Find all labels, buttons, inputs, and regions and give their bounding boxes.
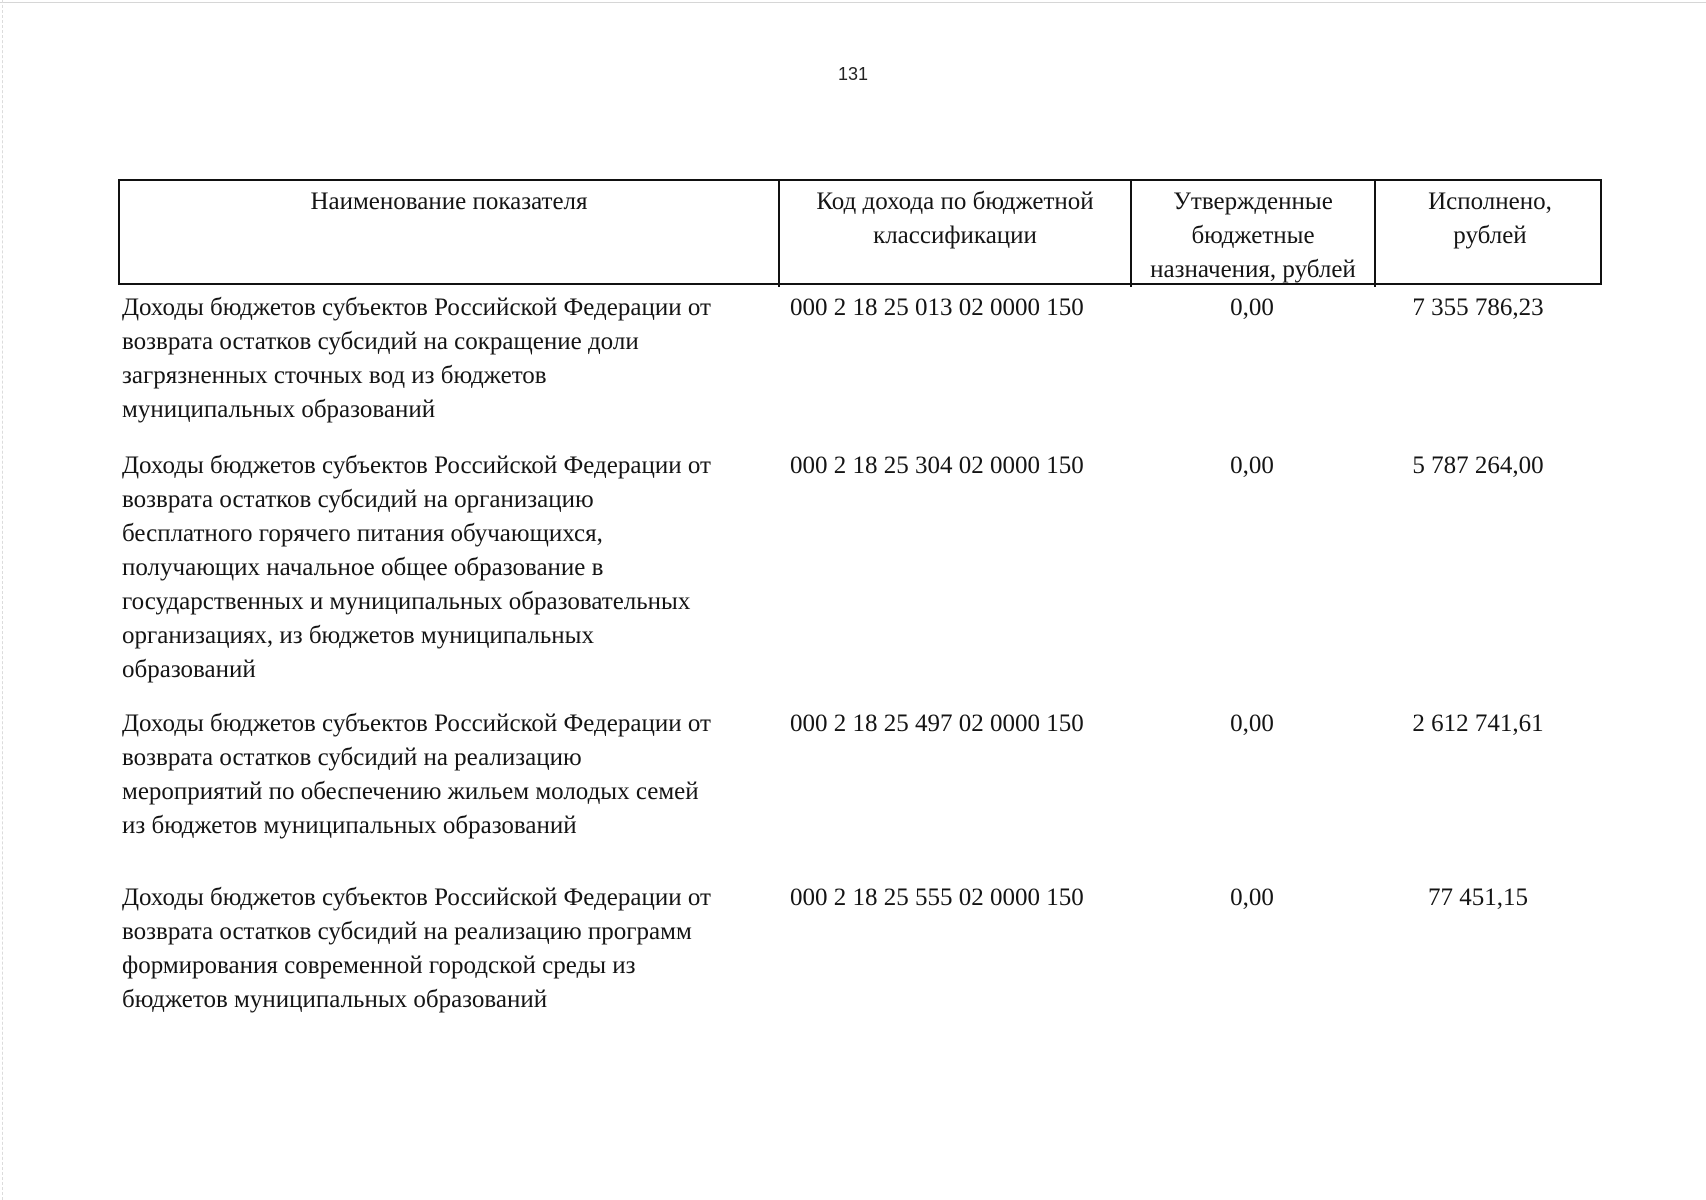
row-name: Доходы бюджетов субъектов Российской Федерации от возврата остатков субсидий на сокращение доли загрязненных сточных вод из бюджетов муниципальных образований — [122, 294, 711, 423]
row-approved: 0,00 — [1230, 710, 1274, 737]
table-header — [118, 179, 1602, 285]
row-approved: 0,00 — [1230, 452, 1274, 479]
table-row — [118, 291, 1602, 427]
scan-edge-left — [2, 0, 3, 1200]
row-code: 000 2 18 25 013 02 0000 150 — [790, 294, 1084, 321]
row-executed: 5 787 264,00 — [1412, 452, 1544, 479]
row-name: Доходы бюджетов субъектов Российской Федерации от возврата остатков субсидий на организацию бесплатного горячего питания обучающихся, получающих начальное общее образование в государственных и муниципальных образовательных организациях, из бюджетов муниципальных образований — [122, 452, 711, 683]
income-table — [118, 179, 1602, 1017]
row-executed: 77 451,15 — [1428, 884, 1528, 911]
row-code: 000 2 18 25 304 02 0000 150 — [790, 452, 1084, 479]
row-code: 000 2 18 25 555 02 0000 150 — [790, 884, 1084, 911]
row-name: Доходы бюджетов субъектов Российской Федерации от возврата остатков субсидий на реализацию программ формирования современной городской среды из бюджетов муниципальных образований — [122, 884, 711, 1013]
row-approved: 0,00 — [1230, 884, 1274, 911]
table-row — [118, 449, 1602, 687]
row-executed: 7 355 786,23 — [1412, 294, 1544, 321]
scan-edge-top — [0, 2, 1706, 3]
header-income-code: Код дохода по бюджетной классификации — [780, 181, 1132, 287]
page-number: 131 — [837, 64, 869, 84]
table-row — [118, 881, 1602, 1017]
table-row — [118, 707, 1602, 843]
header-executed: Исполнено, рублей — [1428, 188, 1552, 249]
row-approved: 0,00 — [1230, 294, 1274, 321]
header-approved-budget: Утвержденные бюджетные назначения, рублей — [1132, 181, 1376, 287]
row-executed: 2 612 741,61 — [1412, 710, 1544, 737]
header-indicator-name: Наименование показателя — [120, 181, 780, 287]
row-name: Доходы бюджетов субъектов Российской Федерации от возврата остатков субсидий на реализацию мероприятий по обеспечению жильем молодых семей из бюджетов муниципальных образований — [122, 710, 711, 839]
row-code: 000 2 18 25 497 02 0000 150 — [790, 710, 1084, 737]
